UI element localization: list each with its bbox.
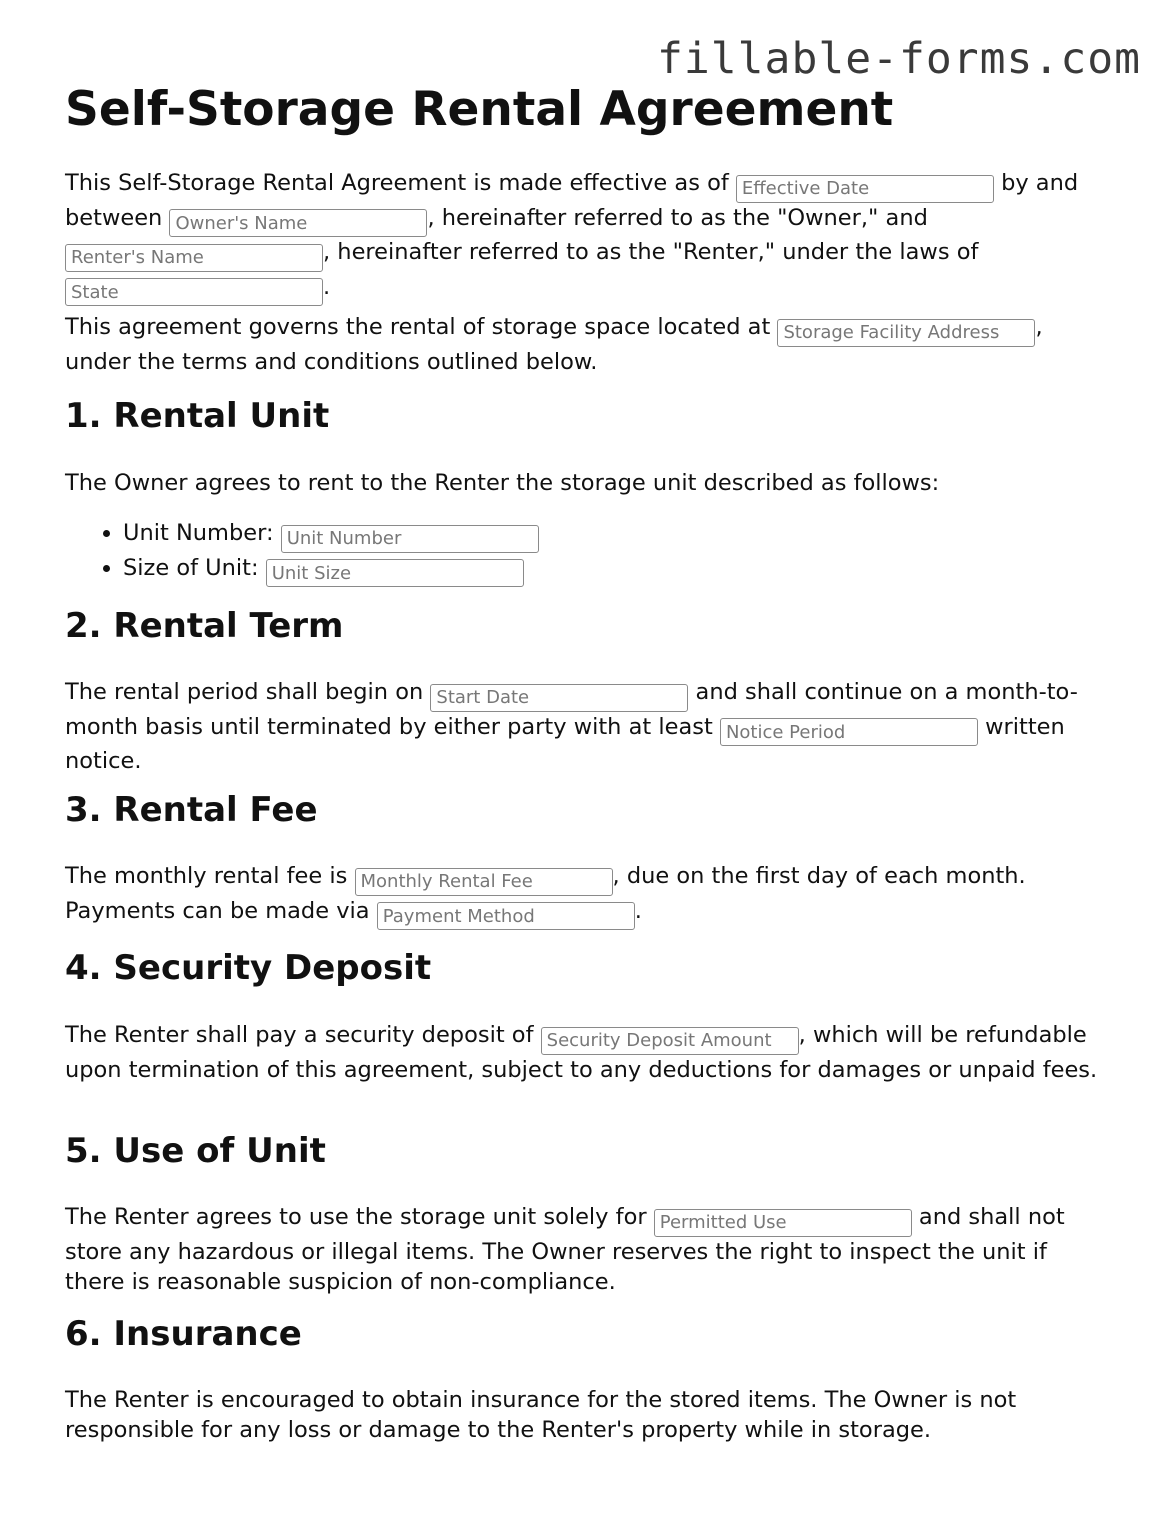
governs-text-1: This agreement governs the rental of storage space located at bbox=[65, 314, 771, 340]
section-5-heading: 5. Use of Unit bbox=[65, 1131, 326, 1171]
renter-name-field[interactable] bbox=[65, 244, 323, 272]
unit-details-list bbox=[65, 518, 539, 587]
unit-size-label: Size of Unit: bbox=[123, 554, 259, 581]
governs-text-2: , under the terms and conditions outlined below. bbox=[65, 314, 1043, 375]
section-2-paragraph bbox=[65, 677, 1105, 776]
permitted-use-field[interactable] bbox=[654, 1209, 912, 1237]
watermark: fillable-forms.com bbox=[657, 34, 1141, 84]
term-text-3: written notice. bbox=[65, 713, 1065, 774]
unit-size-field[interactable] bbox=[266, 559, 524, 587]
start-date-field[interactable] bbox=[430, 684, 688, 712]
intro-paragraph bbox=[65, 168, 1105, 306]
payment-method-field[interactable] bbox=[377, 902, 635, 930]
fee-text-2: , due on the first day of each month. Payments can be made via bbox=[65, 863, 1026, 924]
state-field[interactable] bbox=[65, 278, 323, 306]
section-3-paragraph bbox=[65, 861, 1105, 930]
list-item-unit-number bbox=[123, 518, 539, 553]
section-4-paragraph bbox=[65, 1020, 1105, 1085]
list-item-unit-size bbox=[123, 553, 539, 588]
notice-period-field[interactable] bbox=[720, 718, 978, 746]
deposit-text-2: , which will be refundable upon termination of this agreement, subject to any deductions for damages or unpaid fees. bbox=[65, 1022, 1098, 1083]
section-6-heading: 6. Insurance bbox=[65, 1314, 302, 1354]
owner-name-field[interactable] bbox=[169, 209, 427, 237]
intro-text-1: This Self-Storage Rental Agreement is made effective as of bbox=[65, 170, 729, 196]
unit-number-label: Unit Number: bbox=[123, 520, 274, 546]
effective-date-field[interactable] bbox=[736, 175, 994, 203]
intro-text-5: . bbox=[323, 273, 331, 300]
unit-number-field[interactable] bbox=[281, 525, 539, 553]
term-text-1: The rental period shall begin on bbox=[65, 679, 424, 705]
section-6-text: The Renter is encouraged to obtain insurance for the stored items. The Owner is not responsible for any loss or damage to the Renter's property while in storage. bbox=[65, 1387, 1017, 1443]
intro-text-2: by and between bbox=[65, 170, 1079, 231]
fee-text-3: . bbox=[634, 897, 642, 924]
section-1-text: The Owner agrees to rent to the Renter the storage unit described as follows: bbox=[65, 470, 940, 496]
term-text-2: and shall continue on a month-to-month basis until terminated by either party with at least bbox=[65, 679, 1078, 740]
section-1-heading: 1. Rental Unit bbox=[65, 396, 330, 436]
use-text-1: The Renter agrees to use the storage unit solely for bbox=[65, 1204, 647, 1230]
monthly-rental-fee-field[interactable] bbox=[355, 868, 613, 896]
deposit-text-1: The Renter shall pay a security deposit of bbox=[65, 1022, 534, 1048]
section-3-heading: 3. Rental Fee bbox=[65, 790, 318, 830]
section-2-heading: 2. Rental Term bbox=[65, 606, 344, 646]
use-text-2: and shall not store any hazardous or illegal items. The Owner reserves the right to inspect the unit if there is reasonable suspicion of non-compliance. bbox=[65, 1204, 1065, 1295]
section-4-heading: 4. Security Deposit bbox=[65, 948, 432, 988]
intro-text-3: , hereinafter referred to as the "Owner," and bbox=[427, 204, 928, 231]
section-5-paragraph bbox=[65, 1202, 1105, 1297]
intro-text-4: , hereinafter referred to as the "Renter," under the laws of bbox=[323, 239, 979, 265]
security-deposit-field[interactable] bbox=[541, 1027, 799, 1055]
fee-text-1: The monthly rental fee is bbox=[65, 863, 348, 889]
document-title: Self-Storage Rental Agreement bbox=[65, 82, 894, 137]
storage-facility-address-field[interactable] bbox=[777, 319, 1035, 347]
governs-paragraph bbox=[65, 312, 1105, 377]
